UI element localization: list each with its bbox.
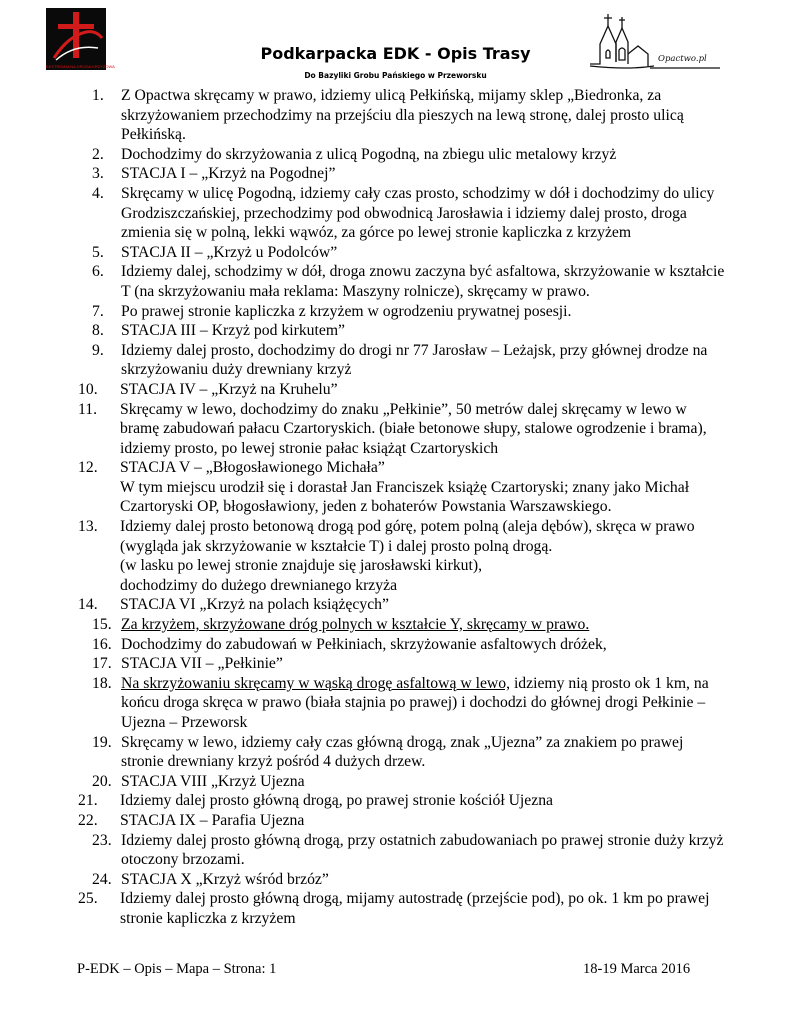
step-number: 1. <box>92 87 104 104</box>
logo-caption: EKSTREMALNA DROGA KRZYŻOWA <box>46 64 115 69</box>
step-text: idziemy nią prosto ok 1 km, na końcu droga skręca w prawo (biała stajnia po prawej) i dochodzi do głównej drogi Pełkinie – Ujezna – Przeworsk <box>121 674 709 731</box>
list-item <box>78 811 728 831</box>
list-item <box>78 341 728 380</box>
list-item <box>78 595 728 615</box>
step-number: 21. <box>78 792 98 810</box>
step-extra-text: (w lasku po lewej stronie znajduje się jarosławski kirkut), <box>120 557 483 575</box>
page-title: Podkarpacka EDK - Opis Trasy <box>260 44 531 63</box>
step-text: STACJA IV – „Krzyż na Kruhelu” <box>120 380 338 398</box>
list-item <box>78 184 728 243</box>
step-number: 14. <box>78 596 98 614</box>
list-item <box>78 517 728 595</box>
step-text: Idziemy dalej prosto betonową drogą pod górę, potem polną (aleja dębów), skręca w prawo (wygląda jak skrzyżowanie w kształcie T) i dalej prosto polną drogą. <box>120 518 695 555</box>
footer-page-info: P-EDK – Opis – Mapa – Strona: 1 <box>77 961 277 977</box>
list-item <box>78 86 728 145</box>
step-number: 22. <box>78 811 98 829</box>
step-text: Idziemy dalej prosto główną drogą, przy ostatnich zabudowaniach po prawej stronie duży krzyż otoczony brzozami. <box>121 831 724 869</box>
list-item <box>78 615 728 635</box>
page-subtitle: Do Bazyliki Grobu Pańskiego w Przeworsku <box>304 71 487 80</box>
step-number: 16. <box>92 635 112 653</box>
step-number: 24. <box>92 870 112 888</box>
list-item <box>78 321 728 341</box>
list-item <box>78 831 728 870</box>
step-number: 11. <box>78 400 98 418</box>
step-number: 12. <box>78 459 98 477</box>
list-item <box>78 889 728 928</box>
step-text: STACJA II – „Krzyż u Podolców” <box>121 243 338 261</box>
step-number: 25. <box>78 890 98 908</box>
list-item <box>78 302 728 322</box>
list-item <box>78 262 728 301</box>
step-text: STACJA III – Krzyż pod kirkutem” <box>121 322 345 340</box>
list-item <box>78 400 728 459</box>
step-text: STACJA V – „Błogosławionego Michała” <box>120 459 385 477</box>
step-number: 8. <box>92 322 104 340</box>
step-text: Idziemy dalej prosto, dochodzimy do drogi nr 77 Jarosław – Leżajsk, przy głównej drodze na skrzyżowaniu duży drewniany krzyż <box>121 341 708 379</box>
list-item <box>78 772 728 792</box>
list-item <box>78 243 728 263</box>
step-number: 15. <box>92 616 112 634</box>
step-number: 6. <box>92 263 104 281</box>
step-number: 7. <box>92 302 104 320</box>
list-item <box>78 380 728 400</box>
opactwo-logo-text: Opactwo.pl <box>658 54 707 64</box>
list-item <box>78 674 728 733</box>
step-text: Za krzyżem, skrzyżowane dróg polnych w kształcie Y, skręcamy w prawo. <box>121 616 590 634</box>
step-number: 5. <box>92 243 104 261</box>
step-text: Z Opactwa skręcamy w prawo, idziemy ulicą Pełkińską, mijamy sklep „Biedronka, za skrzyżowaniem przechodzimy na przejściu dla pieszych na lewą stronę, dalej prosto ulicą Pełkińską. <box>121 87 684 144</box>
step-number: 9. <box>92 341 104 359</box>
route-steps-list <box>78 86 728 929</box>
step-text: STACJA VI „Krzyż na polach książęcych” <box>120 596 389 614</box>
step-text: STACJA IX – Parafia Ujezna <box>120 811 305 829</box>
step-text: Skręcamy w ulicę Pogodną, idziemy cały czas prosto, schodzimy w dół i dochodzimy do ulicy Grodziszczańskiej, przechodzimy pod obwodnicą Jarosławia i idziemy dalej prosto, droga zmienia się w polną, lekki wąwóz, za górce po lewej stronie kapliczka z krzyżem <box>121 184 715 242</box>
step-text: Dochodzimy do skrzyżowania z ulicą Pogodną, na zbiegu ulic metalowy krzyż <box>121 145 617 163</box>
step-number: 3. <box>92 165 104 183</box>
step-number: 23. <box>92 831 112 849</box>
step-text: Idziemy dalej prosto główną drogą, po prawej stronie kościół Ujezna <box>120 792 554 810</box>
step-text: Idziemy dalej prosto główną drogą, mijamy autostradę (przejście pod), po ok. 1 km po prawej stronie kapliczka z krzyżem <box>120 890 710 927</box>
step-number: 18. <box>92 674 112 692</box>
step-text: Idziemy dalej, schodzimy w dół, droga znowu zaczyna być asfaltowa, skrzyżowanie w kształcie T (na skrzyżowaniu mała reklama: Maszyny rolnicze), skręcamy w prawo. <box>121 263 725 300</box>
list-item <box>78 654 728 674</box>
step-number: 19. <box>92 733 112 751</box>
footer-date: 18-19 Marca 2016 <box>583 961 691 977</box>
step-text: Skręcamy w lewo, idziemy cały czas główną drogą, znak „Ujezna” za znakiem po prawej stronie drewniany krzyż pośród 4 dużych drzew. <box>121 733 684 771</box>
list-item <box>78 791 728 811</box>
step-number: 4. <box>92 184 104 202</box>
step-text: Dochodzimy do zabudowań w Pełkiniach, skrzyżowanie asfaltowych dróżek, <box>121 635 607 653</box>
list-item <box>78 458 728 517</box>
list-item <box>78 164 728 184</box>
list-item <box>78 635 728 655</box>
step-number: 17. <box>92 655 112 673</box>
step-text: STACJA X „Krzyż wśród brzóz” <box>121 870 329 888</box>
step-extra-text: W tym miejscu urodził się i dorastał Jan Franciszek książę Czartoryski; znany jako Michał Czartoryski OP, błogosławiony, jeden z bohaterów Powstania Warszawskiego. <box>120 478 690 516</box>
step-text: Po prawej stronie kapliczka z krzyżem w ogrodzeniu prywatnej posesji. <box>121 302 572 320</box>
step-number: 20. <box>92 772 112 790</box>
list-item <box>78 870 728 890</box>
step-text: Skręcamy w lewo, dochodzimy do znaku „Pełkinie”, 50 metrów dalej skręcamy w lewo w bramę zabudowań pałacu Czartoryskich. (białe betonowe słupy, stalowe ogrodzenie i brama), idziemy prosto, po lewej stronie pałac książąt Czartoryskich <box>120 400 707 457</box>
list-item <box>78 733 728 772</box>
step-number: 13. <box>78 518 98 536</box>
step-extra-text: dochodzimy do dużego drewnianego krzyża <box>120 576 398 594</box>
list-item <box>78 145 728 165</box>
step-number: 10. <box>78 380 98 398</box>
step-text: STACJA I – „Krzyż na Pogodnej” <box>121 165 336 183</box>
step-number: 2. <box>92 145 104 163</box>
step-text-underlined: Na skrzyżowaniu skręcamy w wąską drogę asfaltową w lewo, <box>121 674 511 692</box>
step-text: STACJA VIII „Krzyż Ujezna <box>121 772 305 790</box>
step-text: STACJA VII – „Pełkinie” <box>121 655 283 673</box>
